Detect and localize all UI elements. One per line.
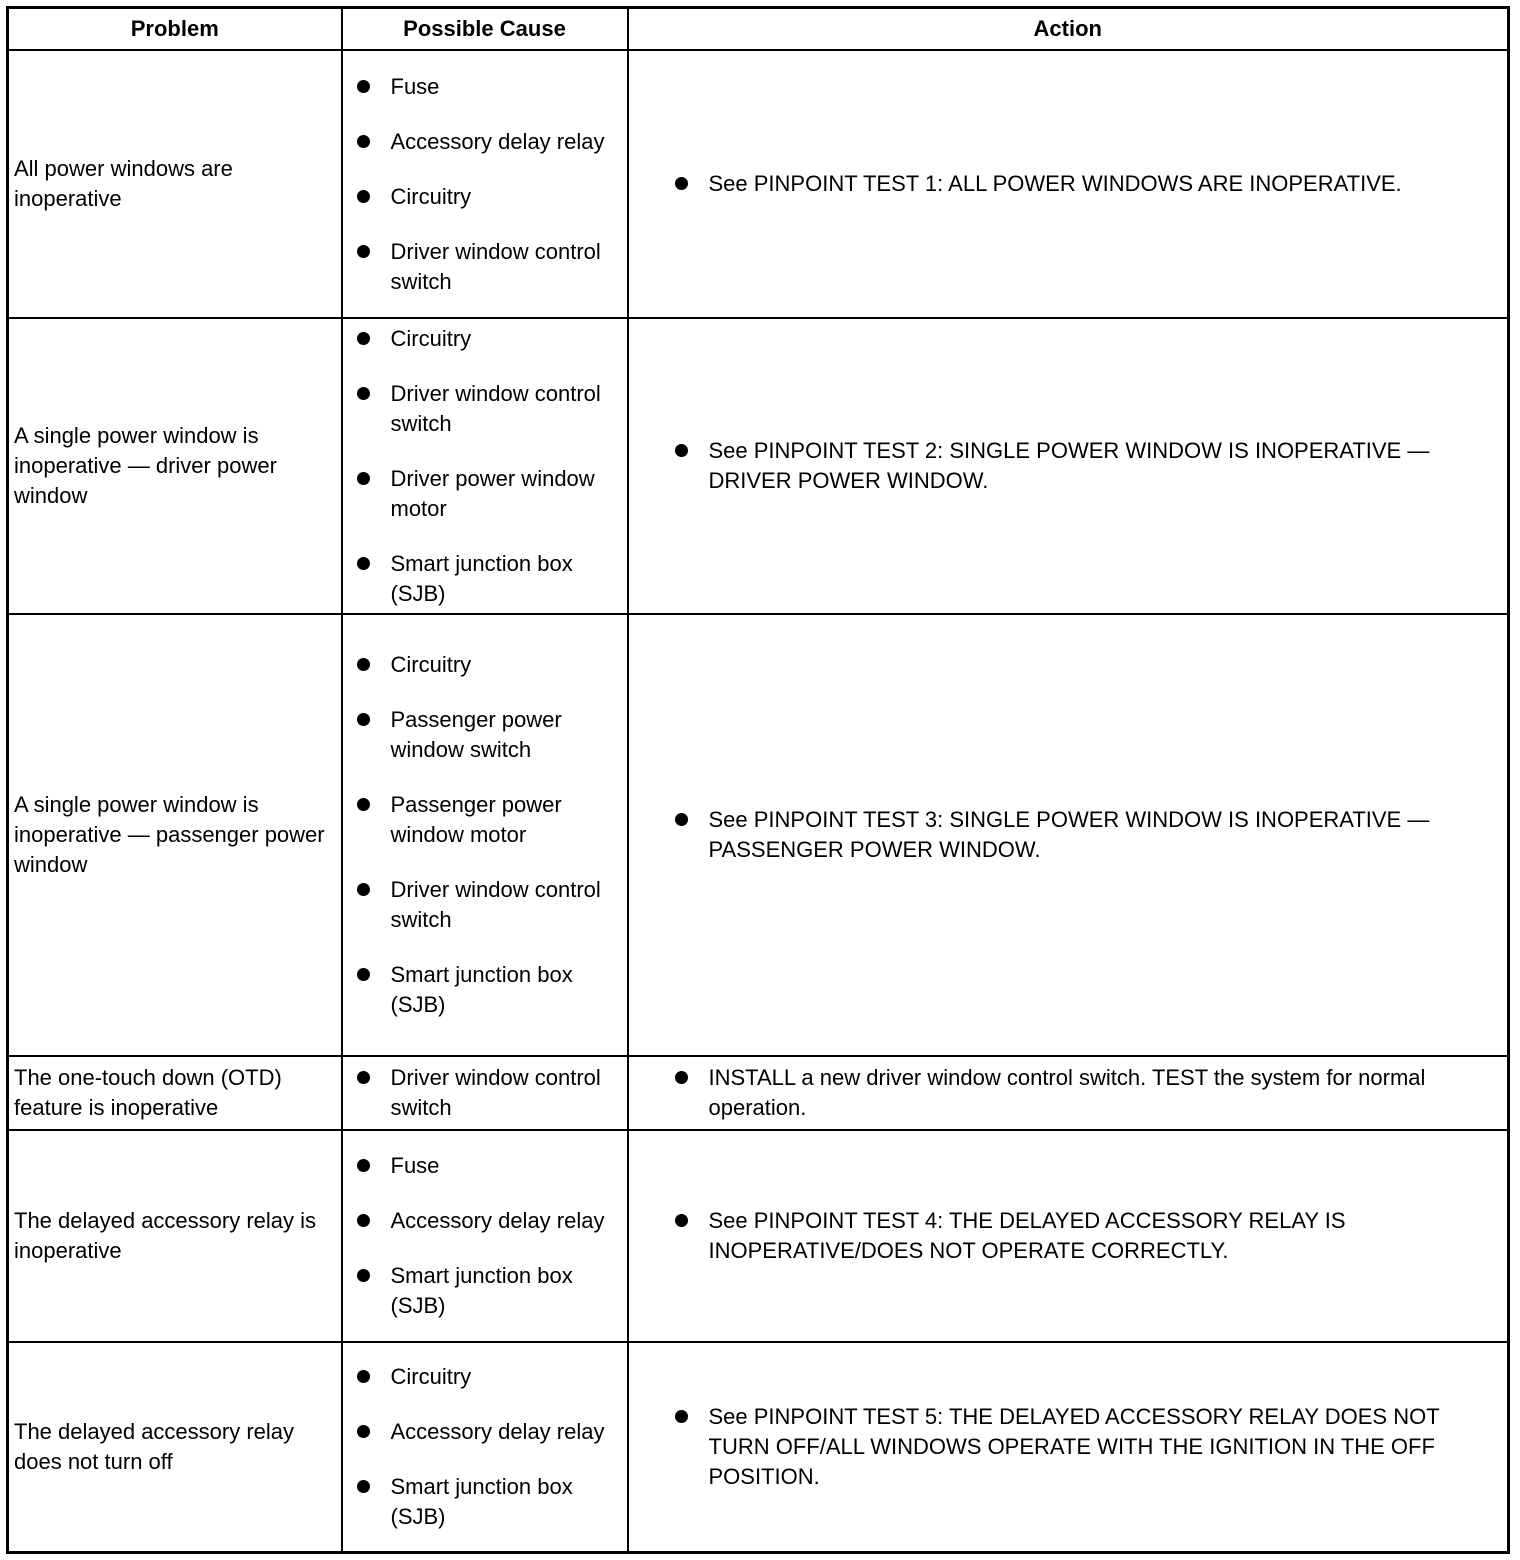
bullet-icon [675,1071,688,1084]
cause-cell [342,1130,628,1342]
cause-text: Driver window control switch [390,1065,601,1120]
table-row [8,1130,1509,1342]
bullet-icon [675,1214,688,1227]
cause-text: Accessory delay relay [390,1418,605,1444]
problem-cell: The delayed accessory relay is inoperative [8,1130,342,1342]
header-possible-cause: Possible Cause [342,8,628,51]
cause-list [391,324,619,609]
bullet-icon [357,332,370,345]
bullet-icon [357,658,370,671]
problem-cell: The delayed accessory relay does not turn off [8,1342,342,1552]
cause-text: Driver window control switch [390,877,601,932]
bullet-icon [675,813,688,826]
bullet-icon [357,1071,370,1084]
cause-cell [342,318,628,614]
header-row [8,8,1509,51]
cause-text: Accessory delay relay [390,1208,605,1233]
list-item [709,1063,1468,1123]
list-item [391,1261,619,1321]
action-text: See PINPOINT TEST 3: SINGLE POWER WINDOW IS INOPERATIVE — PASSENGER POWER WINDOW. [708,807,1430,862]
list-item [391,127,619,157]
table-row [8,1056,1509,1130]
cause-text: Accessory delay relay [390,128,605,154]
list-item [391,237,619,297]
list-item [391,875,619,935]
list-item [709,805,1468,865]
cause-text: Circuitry [390,1363,472,1389]
list-item [391,182,619,212]
action-text: See PINPOINT TEST 1: ALL POWER WINDOWS ARE INOPERATIVE. [708,171,1402,196]
table-row [8,50,1509,318]
bullet-icon [357,1269,370,1282]
action-text: INSTALL a new driver window control switch. TEST the system for normal operation. [708,1065,1426,1120]
list-item [391,1417,619,1447]
list-item [709,1206,1468,1266]
bullet-icon [357,472,370,485]
problem-cell: All power windows are inoperative [8,50,342,318]
bullet-icon [357,245,370,258]
cause-cell [342,50,628,318]
cause-list [391,1151,619,1321]
diagnostic-table [6,6,1510,1554]
header-action: Action [628,8,1509,51]
list-item [391,1362,619,1392]
cause-text: Passenger power window motor [390,792,562,847]
cause-text: Circuitry [390,183,472,209]
bullet-icon [357,80,370,93]
cause-text: Driver window control switch [390,380,601,436]
action-list [709,1402,1468,1492]
list-item [391,960,619,1020]
action-cell [628,614,1509,1056]
bullet-icon [357,968,370,981]
bullet-icon [357,190,370,203]
list-item [391,1206,619,1236]
action-cell [628,50,1509,318]
action-list [709,805,1468,865]
action-list [709,1063,1468,1123]
bullet-icon [357,798,370,811]
list-item [391,464,619,524]
table-row [8,1342,1509,1552]
bullet-icon [675,177,688,190]
table-row [8,318,1509,614]
action-text: See PINPOINT TEST 5: THE DELAYED ACCESSORY RELAY DOES NOT TURN OFF/ALL WINDOWS OPERATE WITH THE IGNITION IN THE OFF POSITION. [708,1403,1440,1489]
cause-text: Fuse [390,73,440,99]
cause-list [391,72,619,297]
cause-text: Smart junction box (SJB) [390,550,573,606]
bullet-icon [357,135,370,148]
action-cell [628,1056,1509,1130]
cause-cell [342,1056,628,1130]
list-item [709,169,1468,199]
table-row [8,614,1509,1056]
action-text: See PINPOINT TEST 4: THE DELAYED ACCESSORY RELAY IS INOPERATIVE/DOES NOT OPERATE CORRECTLY. [708,1208,1346,1263]
action-cell [628,1130,1509,1342]
list-item [709,1402,1468,1492]
cause-text: Circuitry [390,652,472,677]
cause-text: Circuitry [390,325,472,351]
cause-text: Driver power window motor [390,465,595,521]
action-text: See PINPOINT TEST 2: SINGLE POWER WINDOW IS INOPERATIVE — DRIVER POWER WINDOW. [708,438,1430,493]
bullet-icon [675,444,688,457]
action-list [709,436,1468,496]
cause-text: Driver window control switch [390,238,601,294]
cause-list [391,650,619,1020]
bullet-icon [357,713,370,726]
cause-text: Smart junction box (SJB) [390,1263,573,1318]
list-item [391,72,619,102]
bullet-icon [357,387,370,400]
list-item [391,650,619,680]
cause-text: Fuse [390,1153,440,1178]
cause-cell [342,1342,628,1552]
list-item [391,1472,619,1532]
problem-cell: The one-touch down (OTD) feature is inoperative [8,1056,342,1130]
problem-cell: A single power window is inoperative — driver power window [8,318,342,614]
cause-text: Passenger power window switch [390,707,562,762]
bullet-icon [675,1410,688,1423]
header-problem: Problem [8,8,342,51]
list-item [391,379,619,439]
bullet-icon [357,1425,370,1438]
list-item [391,1151,619,1181]
cause-text: Smart junction box (SJB) [390,1473,573,1529]
bullet-icon [357,1159,370,1172]
list-item [391,324,619,354]
action-list [709,169,1468,199]
cause-list [391,1063,619,1123]
problem-cell: A single power window is inoperative — passenger power window [8,614,342,1056]
bullet-icon [357,1480,370,1493]
bullet-icon [357,557,370,570]
list-item [391,1063,619,1123]
list-item [391,705,619,765]
cause-text: Smart junction box (SJB) [390,962,573,1017]
action-cell [628,1342,1509,1552]
bullet-icon [357,1214,370,1227]
cause-list [391,1362,619,1532]
list-item [709,436,1468,496]
list-item [391,790,619,850]
bullet-icon [357,883,370,896]
action-list [709,1206,1468,1266]
list-item [391,549,619,609]
cause-cell [342,614,628,1056]
bullet-icon [357,1370,370,1383]
action-cell [628,318,1509,614]
